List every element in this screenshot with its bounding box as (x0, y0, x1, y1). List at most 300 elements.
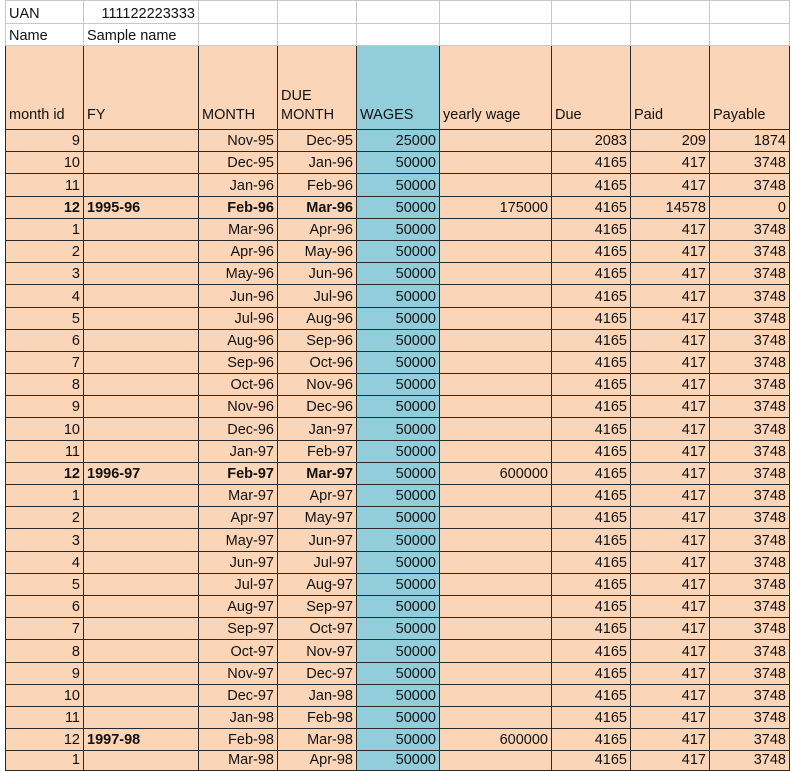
yearly-wage-cell[interactable] (440, 152, 552, 174)
table-row (6, 130, 790, 152)
month-id-cell[interactable]: 5 (6, 307, 84, 329)
yearly-wage-cell[interactable] (440, 240, 552, 262)
wages-cell[interactable]: 25000 (357, 130, 440, 152)
due-month-cell[interactable]: Jan-97 (278, 418, 357, 440)
paid-cell[interactable]: 417 (631, 329, 710, 351)
due-cell[interactable]: 4165 (552, 374, 631, 396)
month-id-cell[interactable]: 6 (6, 595, 84, 617)
payable-cell[interactable]: 3748 (710, 396, 790, 418)
fy-cell[interactable] (84, 329, 199, 351)
yearly-wage-cell[interactable] (440, 507, 552, 529)
payable-cell[interactable]: 3748 (710, 640, 790, 662)
month-cell[interactable]: Nov-96 (199, 396, 278, 418)
payable-cell[interactable]: 1874 (710, 130, 790, 152)
uan-value[interactable]: 111122223333 (84, 1, 199, 24)
paid-cell[interactable]: 417 (631, 529, 710, 551)
header-due-month[interactable] (278, 46, 357, 130)
empty-cell[interactable] (631, 1, 710, 24)
empty-cell[interactable] (357, 1, 440, 24)
fy-cell[interactable] (84, 130, 199, 152)
fy-cell[interactable] (84, 396, 199, 418)
yearly-wage-cell[interactable] (440, 396, 552, 418)
month-id-cell[interactable]: 2 (6, 507, 84, 529)
month-id-cell[interactable]: 8 (6, 640, 84, 662)
payable-cell[interactable]: 3748 (710, 462, 790, 484)
paid-cell[interactable]: 417 (631, 618, 710, 640)
month-cell[interactable]: Jan-97 (199, 440, 278, 462)
due-cell[interactable]: 4165 (552, 285, 631, 307)
month-id-cell[interactable]: 12 (6, 196, 84, 218)
wages-cell[interactable]: 50000 (357, 307, 440, 329)
month-cell[interactable]: Apr-96 (199, 240, 278, 262)
header-yearly-wage[interactable]: yearly wage (440, 46, 552, 130)
wages-cell[interactable]: 50000 (357, 240, 440, 262)
month-cell[interactable]: Jul-96 (199, 307, 278, 329)
due-cell[interactable]: 4165 (552, 684, 631, 706)
due-month-cell[interactable]: May-97 (278, 507, 357, 529)
empty-cell[interactable] (199, 1, 278, 24)
wages-cell[interactable]: 50000 (357, 462, 440, 484)
month-id-cell[interactable]: 1 (6, 218, 84, 240)
payable-cell[interactable]: 3748 (710, 374, 790, 396)
fy-cell[interactable]: 1995-96 (84, 196, 199, 218)
yearly-wage-cell[interactable]: 600000 (440, 729, 552, 751)
fy-cell[interactable] (84, 374, 199, 396)
paid-cell[interactable]: 417 (631, 174, 710, 196)
month-cell[interactable]: Mar-96 (199, 218, 278, 240)
due-month-cell[interactable]: Mar-98 (278, 729, 357, 751)
due-month-cell[interactable]: Jan-98 (278, 684, 357, 706)
fy-cell[interactable] (84, 507, 199, 529)
name-label[interactable]: Name (6, 23, 84, 46)
fy-cell[interactable]: 1996-97 (84, 462, 199, 484)
due-cell[interactable]: 4165 (552, 751, 631, 771)
month-cell[interactable]: Oct-97 (199, 640, 278, 662)
month-cell[interactable]: Feb-96 (199, 196, 278, 218)
due-cell[interactable]: 4165 (552, 662, 631, 684)
wages-cell[interactable]: 50000 (357, 396, 440, 418)
paid-cell[interactable]: 417 (631, 240, 710, 262)
empty-cell[interactable] (357, 23, 440, 46)
paid-cell[interactable]: 417 (631, 462, 710, 484)
name-value[interactable]: Sample name (84, 23, 199, 46)
month-cell[interactable]: Mar-98 (199, 751, 278, 771)
empty-cell[interactable] (440, 1, 552, 24)
payable-cell[interactable]: 3748 (710, 218, 790, 240)
paid-cell[interactable]: 417 (631, 263, 710, 285)
month-id-cell[interactable]: 1 (6, 485, 84, 507)
month-id-cell[interactable]: 12 (6, 729, 84, 751)
month-id-cell[interactable]: 9 (6, 662, 84, 684)
header-paid[interactable]: Paid (631, 46, 710, 130)
due-cell[interactable]: 4165 (552, 618, 631, 640)
payable-cell[interactable]: 3748 (710, 152, 790, 174)
payable-cell[interactable]: 3748 (710, 485, 790, 507)
month-id-cell[interactable]: 11 (6, 174, 84, 196)
wages-cell[interactable]: 50000 (357, 285, 440, 307)
payable-cell[interactable]: 3748 (710, 706, 790, 728)
yearly-wage-cell[interactable] (440, 263, 552, 285)
fy-cell[interactable] (84, 485, 199, 507)
yearly-wage-cell[interactable] (440, 329, 552, 351)
month-id-cell[interactable]: 7 (6, 618, 84, 640)
due-cell[interactable]: 4165 (552, 551, 631, 573)
month-cell[interactable]: Nov-95 (199, 130, 278, 152)
paid-cell[interactable]: 417 (631, 440, 710, 462)
due-month-cell[interactable]: Oct-96 (278, 351, 357, 373)
due-month-cell[interactable]: Jun-96 (278, 263, 357, 285)
month-cell[interactable]: Jun-97 (199, 551, 278, 573)
month-cell[interactable]: Dec-96 (199, 418, 278, 440)
due-cell[interactable]: 4165 (552, 640, 631, 662)
month-id-cell[interactable]: 10 (6, 152, 84, 174)
fy-cell[interactable] (84, 618, 199, 640)
yearly-wage-cell[interactable]: 175000 (440, 196, 552, 218)
wages-cell[interactable]: 50000 (357, 684, 440, 706)
paid-cell[interactable]: 417 (631, 751, 710, 771)
due-month-cell[interactable]: Apr-96 (278, 218, 357, 240)
yearly-wage-cell[interactable] (440, 485, 552, 507)
month-cell[interactable]: Dec-97 (199, 684, 278, 706)
month-id-cell[interactable]: 3 (6, 263, 84, 285)
yearly-wage-cell[interactable] (440, 618, 552, 640)
wages-cell[interactable]: 50000 (357, 440, 440, 462)
wages-cell[interactable]: 50000 (357, 573, 440, 595)
wages-cell[interactable]: 50000 (357, 640, 440, 662)
paid-cell[interactable]: 417 (631, 374, 710, 396)
due-cell[interactable]: 4165 (552, 706, 631, 728)
payable-cell[interactable]: 3748 (710, 684, 790, 706)
paid-cell[interactable]: 417 (631, 551, 710, 573)
payable-cell[interactable]: 3748 (710, 551, 790, 573)
yearly-wage-cell[interactable] (440, 551, 552, 573)
fy-cell[interactable] (84, 418, 199, 440)
wages-cell[interactable]: 50000 (357, 507, 440, 529)
due-cell[interactable]: 4165 (552, 507, 631, 529)
wages-cell[interactable]: 50000 (357, 618, 440, 640)
payable-cell[interactable]: 3748 (710, 285, 790, 307)
due-month-cell[interactable]: Jun-97 (278, 529, 357, 551)
due-month-cell[interactable]: Feb-98 (278, 706, 357, 728)
month-id-cell[interactable]: 9 (6, 130, 84, 152)
due-cell[interactable]: 4165 (552, 485, 631, 507)
fy-cell[interactable] (84, 595, 199, 617)
month-cell[interactable]: May-97 (199, 529, 278, 551)
table-row (6, 307, 790, 329)
due-month-cell[interactable]: Jul-97 (278, 551, 357, 573)
month-id-cell[interactable]: 4 (6, 285, 84, 307)
payable-cell[interactable]: 3748 (710, 240, 790, 262)
fy-cell[interactable] (84, 751, 199, 771)
due-month-cell[interactable]: Nov-96 (278, 374, 357, 396)
payable-cell[interactable]: 3748 (710, 529, 790, 551)
table-row (6, 751, 790, 771)
month-id-cell[interactable]: 7 (6, 351, 84, 373)
due-cell[interactable]: 4165 (552, 218, 631, 240)
fy-cell[interactable] (84, 240, 199, 262)
yearly-wage-cell[interactable] (440, 174, 552, 196)
fy-cell[interactable] (84, 662, 199, 684)
payable-cell[interactable]: 3748 (710, 573, 790, 595)
empty-cell[interactable] (710, 1, 790, 24)
month-cell[interactable]: Jun-96 (199, 285, 278, 307)
paid-cell[interactable]: 417 (631, 285, 710, 307)
payable-cell[interactable]: 3748 (710, 729, 790, 751)
payable-cell[interactable]: 3748 (710, 307, 790, 329)
month-id-cell[interactable]: 4 (6, 551, 84, 573)
empty-cell[interactable] (710, 23, 790, 46)
month-cell[interactable]: Sep-97 (199, 618, 278, 640)
due-cell[interactable]: 4165 (552, 595, 631, 617)
due-cell[interactable]: 4165 (552, 418, 631, 440)
wages-cell[interactable]: 50000 (357, 706, 440, 728)
header-due-month-line2: MONTH (281, 107, 335, 123)
month-cell[interactable]: Feb-98 (199, 729, 278, 751)
due-month-cell[interactable]: Aug-97 (278, 573, 357, 595)
wages-cell[interactable]: 50000 (357, 485, 440, 507)
wages-cell[interactable]: 50000 (357, 174, 440, 196)
wages-cell[interactable]: 50000 (357, 329, 440, 351)
month-id-cell[interactable]: 3 (6, 529, 84, 551)
due-month-cell[interactable]: Dec-97 (278, 662, 357, 684)
table-row (6, 174, 790, 196)
fy-cell[interactable] (84, 285, 199, 307)
fy-cell[interactable] (84, 218, 199, 240)
paid-cell[interactable]: 417 (631, 662, 710, 684)
due-cell[interactable]: 4165 (552, 329, 631, 351)
payable-cell[interactable]: 3748 (710, 662, 790, 684)
paid-cell[interactable]: 417 (631, 573, 710, 595)
paid-cell[interactable]: 417 (631, 418, 710, 440)
paid-cell[interactable]: 417 (631, 351, 710, 373)
due-cell[interactable]: 4165 (552, 196, 631, 218)
yearly-wage-cell[interactable] (440, 351, 552, 373)
yearly-wage-cell[interactable] (440, 218, 552, 240)
month-id-cell[interactable]: 10 (6, 684, 84, 706)
due-cell[interactable]: 4165 (552, 729, 631, 751)
fy-cell[interactable] (84, 174, 199, 196)
table-row (6, 595, 790, 617)
payable-cell[interactable]: 3748 (710, 418, 790, 440)
month-cell[interactable]: Apr-97 (199, 507, 278, 529)
fy-cell[interactable] (84, 706, 199, 728)
yearly-wage-cell[interactable] (440, 307, 552, 329)
due-cell[interactable]: 4165 (552, 396, 631, 418)
wages-cell[interactable]: 50000 (357, 662, 440, 684)
yearly-wage-cell[interactable] (440, 640, 552, 662)
fy-cell[interactable] (84, 307, 199, 329)
month-id-cell[interactable]: 5 (6, 573, 84, 595)
table-row (6, 462, 790, 484)
month-id-cell[interactable]: 1 (6, 751, 84, 771)
wages-cell[interactable]: 50000 (357, 751, 440, 771)
payable-cell[interactable]: 3748 (710, 595, 790, 617)
header-wages[interactable]: WAGES (357, 46, 440, 130)
payable-cell[interactable]: 3748 (710, 507, 790, 529)
due-cell[interactable]: 4165 (552, 529, 631, 551)
uan-label[interactable]: UAN (6, 1, 84, 24)
due-month-cell[interactable]: Feb-97 (278, 440, 357, 462)
yearly-wage-cell[interactable] (440, 706, 552, 728)
wages-cell[interactable]: 50000 (357, 551, 440, 573)
wages-cell[interactable]: 50000 (357, 218, 440, 240)
month-id-cell[interactable]: 10 (6, 418, 84, 440)
table-row (6, 374, 790, 396)
month-cell[interactable]: Nov-97 (199, 662, 278, 684)
empty-cell[interactable] (552, 1, 631, 24)
month-id-cell[interactable]: 11 (6, 706, 84, 728)
month-cell[interactable]: Mar-97 (199, 485, 278, 507)
paid-cell[interactable]: 417 (631, 396, 710, 418)
fy-cell[interactable] (84, 640, 199, 662)
yearly-wage-cell[interactable] (440, 595, 552, 617)
empty-cell[interactable] (552, 23, 631, 46)
due-month-cell[interactable]: Jan-96 (278, 152, 357, 174)
payable-cell[interactable]: 3748 (710, 174, 790, 196)
payable-cell[interactable]: 3748 (710, 263, 790, 285)
header-month[interactable]: MONTH (199, 46, 278, 130)
empty-cell[interactable] (199, 23, 278, 46)
yearly-wage-cell[interactable] (440, 662, 552, 684)
month-cell[interactable]: Aug-97 (199, 595, 278, 617)
fy-cell[interactable] (84, 551, 199, 573)
wages-cell[interactable]: 50000 (357, 595, 440, 617)
fy-cell[interactable] (84, 573, 199, 595)
due-cell[interactable]: 4165 (552, 307, 631, 329)
empty-cell[interactable] (278, 23, 357, 46)
due-month-cell[interactable]: Dec-95 (278, 130, 357, 152)
wages-cell[interactable]: 50000 (357, 152, 440, 174)
wages-cell[interactable]: 50000 (357, 374, 440, 396)
wages-cell[interactable]: 50000 (357, 351, 440, 373)
fy-cell[interactable]: 1997-98 (84, 729, 199, 751)
table-row (6, 396, 790, 418)
paid-cell[interactable]: 417 (631, 485, 710, 507)
payable-cell[interactable]: 3748 (710, 618, 790, 640)
due-cell[interactable]: 4165 (552, 440, 631, 462)
month-cell[interactable]: Sep-96 (199, 351, 278, 373)
month-cell[interactable]: Feb-97 (199, 462, 278, 484)
header-fy[interactable]: FY (84, 46, 199, 130)
fy-cell[interactable] (84, 684, 199, 706)
due-cell[interactable]: 4165 (552, 351, 631, 373)
month-id-cell[interactable]: 2 (6, 240, 84, 262)
wages-cell[interactable]: 50000 (357, 196, 440, 218)
due-month-cell[interactable]: Jul-96 (278, 285, 357, 307)
empty-cell[interactable] (278, 1, 357, 24)
yearly-wage-cell[interactable] (440, 374, 552, 396)
due-month-cell[interactable]: Dec-96 (278, 396, 357, 418)
payable-cell[interactable]: 3748 (710, 440, 790, 462)
paid-cell[interactable]: 417 (631, 152, 710, 174)
due-month-cell[interactable]: Mar-96 (278, 196, 357, 218)
payable-cell[interactable]: 3748 (710, 351, 790, 373)
due-month-cell[interactable]: Sep-96 (278, 329, 357, 351)
month-id-cell[interactable]: 9 (6, 396, 84, 418)
yearly-wage-cell[interactable]: 600000 (440, 462, 552, 484)
due-cell[interactable]: 4165 (552, 174, 631, 196)
header-month-id[interactable]: month id (6, 46, 84, 130)
payable-cell[interactable]: 3748 (710, 751, 790, 771)
month-cell[interactable]: Dec-95 (199, 152, 278, 174)
wages-cell[interactable]: 50000 (357, 729, 440, 751)
month-cell[interactable]: Aug-96 (199, 329, 278, 351)
paid-cell[interactable]: 417 (631, 640, 710, 662)
month-cell[interactable]: Jul-97 (199, 573, 278, 595)
yearly-wage-cell[interactable] (440, 529, 552, 551)
wages-cell[interactable]: 50000 (357, 418, 440, 440)
month-id-cell[interactable]: 8 (6, 374, 84, 396)
paid-cell[interactable]: 417 (631, 507, 710, 529)
month-cell[interactable]: Oct-96 (199, 374, 278, 396)
table-row (6, 640, 790, 662)
yearly-wage-cell[interactable] (440, 440, 552, 462)
due-month-cell[interactable]: Sep-97 (278, 595, 357, 617)
fy-cell[interactable] (84, 440, 199, 462)
paid-cell[interactable]: 417 (631, 706, 710, 728)
due-cell[interactable]: 4165 (552, 573, 631, 595)
empty-cell[interactable] (631, 23, 710, 46)
paid-cell[interactable]: 417 (631, 595, 710, 617)
month-id-cell[interactable]: 6 (6, 329, 84, 351)
wages-cell[interactable]: 50000 (357, 529, 440, 551)
month-id-cell[interactable]: 11 (6, 440, 84, 462)
due-cell[interactable]: 4165 (552, 152, 631, 174)
paid-cell[interactable]: 209 (631, 130, 710, 152)
due-month-cell[interactable]: Mar-97 (278, 462, 357, 484)
yearly-wage-cell[interactable] (440, 418, 552, 440)
yearly-wage-cell[interactable] (440, 684, 552, 706)
header-due[interactable]: Due (552, 46, 631, 130)
fy-cell[interactable] (84, 263, 199, 285)
yearly-wage-cell[interactable] (440, 285, 552, 307)
due-month-cell[interactable]: Nov-97 (278, 640, 357, 662)
due-month-cell[interactable]: Apr-97 (278, 485, 357, 507)
paid-cell[interactable]: 417 (631, 218, 710, 240)
empty-cell[interactable] (440, 23, 552, 46)
due-cell[interactable]: 4165 (552, 240, 631, 262)
due-month-cell[interactable]: Feb-96 (278, 174, 357, 196)
month-id-cell[interactable]: 12 (6, 462, 84, 484)
payable-cell[interactable]: 0 (710, 196, 790, 218)
due-cell[interactable]: 2083 (552, 130, 631, 152)
due-cell[interactable]: 4165 (552, 263, 631, 285)
yearly-wage-cell[interactable] (440, 751, 552, 771)
due-month-cell[interactable]: Aug-96 (278, 307, 357, 329)
month-cell[interactable]: May-96 (199, 263, 278, 285)
table-row (6, 706, 790, 728)
payable-cell[interactable]: 3748 (710, 329, 790, 351)
yearly-wage-cell[interactable] (440, 130, 552, 152)
paid-cell[interactable]: 417 (631, 729, 710, 751)
due-cell[interactable]: 4165 (552, 462, 631, 484)
yearly-wage-cell[interactable] (440, 573, 552, 595)
fy-cell[interactable] (84, 529, 199, 551)
paid-cell[interactable]: 417 (631, 307, 710, 329)
paid-cell[interactable]: 14578 (631, 196, 710, 218)
table-row (6, 418, 790, 440)
due-month-cell[interactable]: Oct-97 (278, 618, 357, 640)
header-payable[interactable]: Payable (710, 46, 790, 130)
due-month-cell[interactable]: Apr-98 (278, 751, 357, 771)
due-month-cell[interactable]: May-96 (278, 240, 357, 262)
wages-cell[interactable]: 50000 (357, 263, 440, 285)
fy-cell[interactable] (84, 351, 199, 373)
month-cell[interactable]: Jan-98 (199, 706, 278, 728)
fy-cell[interactable] (84, 152, 199, 174)
month-cell[interactable]: Jan-96 (199, 174, 278, 196)
paid-cell[interactable]: 417 (631, 684, 710, 706)
